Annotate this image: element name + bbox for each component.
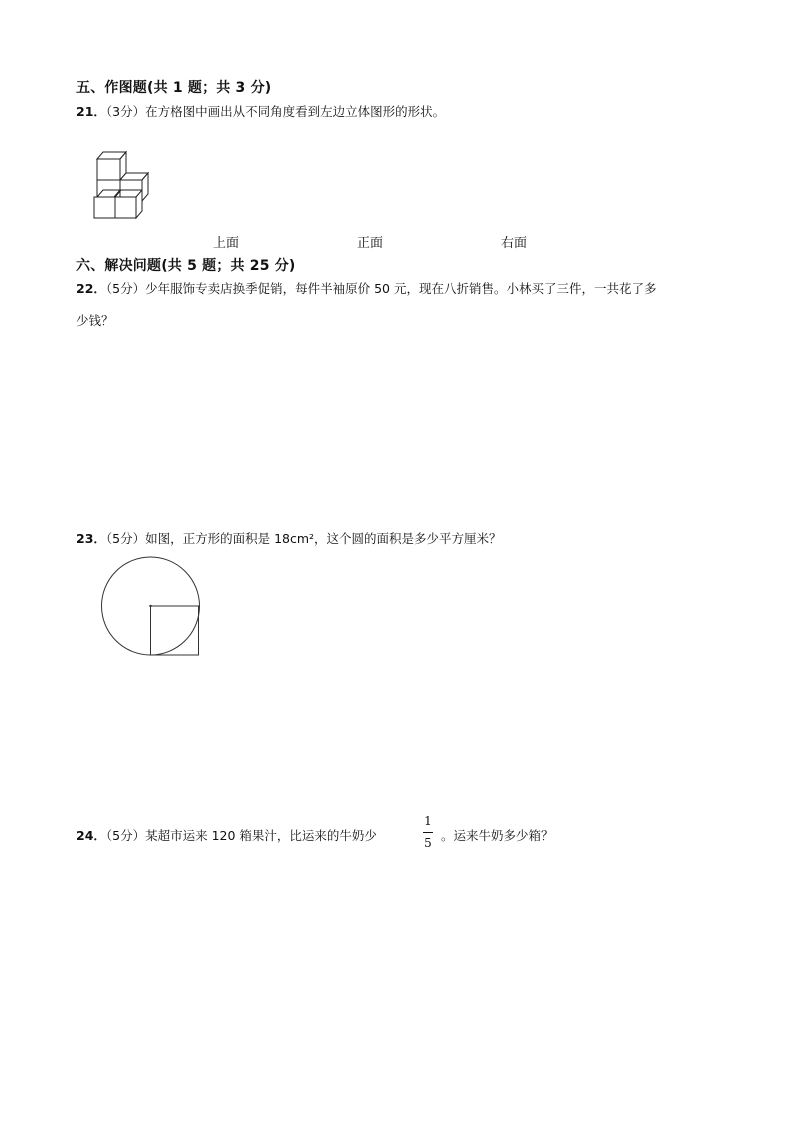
question-text: 在方格图中画出从不同角度看到左边立体图形的形状。 <box>145 104 446 119</box>
question-21 <box>76 102 445 122</box>
fraction-numerator: 1 <box>424 814 432 828</box>
square-shape <box>151 606 199 655</box>
question-points: （5分） <box>105 828 146 843</box>
cube-front-face <box>115 197 136 218</box>
question-number: 23． <box>76 531 106 546</box>
cube-front-face <box>94 197 115 218</box>
question-22 <box>76 279 756 299</box>
question-text: 如图，正方形的面积是 18cm²，这个圆的面积是多少平方厘米？ <box>145 531 502 546</box>
cube-stack-figure <box>90 146 152 222</box>
question-number: 21． <box>76 104 106 119</box>
question-24-continued: 。运来牛奶多少箱？ <box>441 828 554 843</box>
question-number: 22． <box>76 281 106 296</box>
view-label-front: 正面 <box>357 236 384 251</box>
circle-square-figure <box>98 555 204 659</box>
question-text: 某超市运来 120 箱果汁，比运来的牛奶少 <box>145 828 377 843</box>
fraction-denominator: 5 <box>424 836 432 850</box>
question-points: （5分） <box>105 531 146 546</box>
cube-front-face <box>97 159 120 180</box>
question-points: （3分） <box>105 104 146 119</box>
view-label-right: 右面 <box>501 236 528 251</box>
question-points: （5分） <box>105 281 146 296</box>
section-title-problems: 六、解决问题(共 5 题；共 25 分) <box>76 258 296 274</box>
question-24 <box>76 826 377 846</box>
view-label-top: 上面 <box>213 236 240 251</box>
fraction-bar <box>423 832 433 833</box>
section-title-drawing: 五、作图题(共 1 题；共 3 分) <box>76 80 272 96</box>
question-23 <box>76 529 502 549</box>
circle-center-point <box>149 605 151 607</box>
question-number: 24． <box>76 828 106 843</box>
question-22-continued: 少钱？ <box>76 313 114 328</box>
question-text: 少年服饰专卖店换季促销，每件半袖原价 50 元，现在八折销售。小林买了三件，一共花了多 <box>145 281 657 296</box>
